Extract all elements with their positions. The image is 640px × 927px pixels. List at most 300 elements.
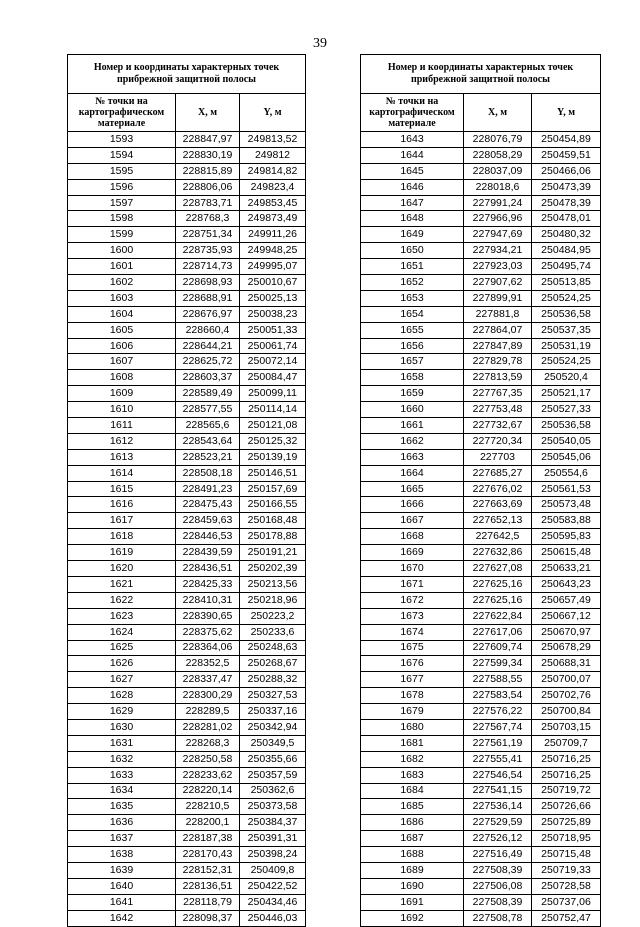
cell-y: 250554,6 — [532, 465, 601, 481]
cell-y: 250125,32 — [240, 433, 306, 449]
cell-x: 227899,91 — [464, 290, 532, 306]
cell-x: 227642,5 — [464, 529, 532, 545]
cell-x: 227583,54 — [464, 688, 532, 704]
cell-y: 250752,47 — [532, 910, 601, 926]
cell-point-number: 1637 — [68, 831, 176, 847]
cell-point-number: 1648 — [361, 211, 464, 227]
table-row — [68, 211, 306, 227]
cell-x: 227529,59 — [464, 815, 532, 831]
cell-x: 228220,14 — [176, 783, 240, 799]
table-title: Номер и координаты характерных точек прибрежной защитной полосы — [68, 55, 306, 94]
cell-x: 228577,55 — [176, 402, 240, 418]
table-row — [68, 656, 306, 672]
cell-y: 250357,59 — [240, 767, 306, 783]
cell-x: 227864,07 — [464, 322, 532, 338]
cell-x: 227555,41 — [464, 751, 532, 767]
table-row — [68, 433, 306, 449]
table-row — [361, 783, 601, 799]
table-row — [68, 418, 306, 434]
table-row — [361, 878, 601, 894]
table-row — [68, 878, 306, 894]
cell-point-number: 1609 — [68, 386, 176, 402]
table-row — [361, 147, 601, 163]
cell-x: 228375,62 — [176, 624, 240, 640]
table-row — [68, 179, 306, 195]
cell-point-number: 1619 — [68, 545, 176, 561]
cell-y: 250446,03 — [240, 910, 306, 926]
cell-x: 228118,79 — [176, 894, 240, 910]
table-row — [68, 163, 306, 179]
cell-x: 227599,34 — [464, 656, 532, 672]
cell-point-number: 1635 — [68, 799, 176, 815]
cell-y: 250454,89 — [532, 132, 601, 148]
cell-point-number: 1645 — [361, 163, 464, 179]
cell-point-number: 1678 — [361, 688, 464, 704]
cell-point-number: 1644 — [361, 147, 464, 163]
cell-x: 228847,97 — [176, 132, 240, 148]
table-row — [361, 465, 601, 481]
cell-y: 250524,25 — [532, 290, 601, 306]
table-row — [361, 847, 601, 863]
cell-y: 250737,06 — [532, 894, 601, 910]
cell-x: 228815,89 — [176, 163, 240, 179]
cell-y: 250478,39 — [532, 195, 601, 211]
cell-y: 250718,95 — [532, 831, 601, 847]
table-row — [361, 815, 601, 831]
cell-y: 250166,55 — [240, 497, 306, 513]
cell-x: 228436,51 — [176, 561, 240, 577]
table-row — [68, 338, 306, 354]
cell-x: 227703 — [464, 449, 532, 465]
cell-y: 250484,95 — [532, 243, 601, 259]
table-row — [361, 688, 601, 704]
cell-y: 250409,8 — [240, 862, 306, 878]
cell-y: 250709,7 — [532, 735, 601, 751]
table-row — [361, 767, 601, 783]
cell-y: 250520,4 — [532, 370, 601, 386]
cell-x: 228425,33 — [176, 576, 240, 592]
cell-point-number: 1596 — [68, 179, 176, 195]
cell-point-number: 1602 — [68, 275, 176, 291]
table-row — [68, 783, 306, 799]
cell-point-number: 1682 — [361, 751, 464, 767]
cell-x: 227541,15 — [464, 783, 532, 799]
cell-point-number: 1640 — [68, 878, 176, 894]
cell-y: 249812 — [240, 147, 306, 163]
cell-point-number: 1617 — [68, 513, 176, 529]
table-row — [68, 751, 306, 767]
cell-x: 228281,02 — [176, 719, 240, 735]
table-row — [68, 624, 306, 640]
cell-point-number: 1671 — [361, 576, 464, 592]
cell-x: 227506,08 — [464, 878, 532, 894]
cell-y: 250218,96 — [240, 592, 306, 608]
cell-x: 227720,34 — [464, 433, 532, 449]
table-row — [361, 608, 601, 624]
cell-point-number: 1613 — [68, 449, 176, 465]
cell-point-number: 1655 — [361, 322, 464, 338]
cell-x: 227923,03 — [464, 259, 532, 275]
cell-point-number: 1620 — [68, 561, 176, 577]
cell-y: 250716,25 — [532, 767, 601, 783]
cell-y: 250700,07 — [532, 672, 601, 688]
cell-y: 250248,63 — [240, 640, 306, 656]
cell-y: 249873,49 — [240, 211, 306, 227]
table-row — [361, 656, 601, 672]
cell-x: 227632,86 — [464, 545, 532, 561]
cell-x: 228250,58 — [176, 751, 240, 767]
table-row — [68, 354, 306, 370]
cell-point-number: 1650 — [361, 243, 464, 259]
cell-point-number: 1616 — [68, 497, 176, 513]
table-row — [68, 275, 306, 291]
column-header-point-number: № точки на картографическом материале — [68, 94, 176, 132]
cell-x: 228508,18 — [176, 465, 240, 481]
table-row — [361, 179, 601, 195]
cell-point-number: 1606 — [68, 338, 176, 354]
cell-point-number: 1691 — [361, 894, 464, 910]
table-row — [68, 767, 306, 783]
cell-point-number: 1647 — [361, 195, 464, 211]
cell-point-number: 1687 — [361, 831, 464, 847]
cell-point-number: 1618 — [68, 529, 176, 545]
cell-x: 228170,43 — [176, 847, 240, 863]
table-row — [361, 211, 601, 227]
cell-y: 250536,58 — [532, 418, 601, 434]
cell-point-number: 1626 — [68, 656, 176, 672]
cell-point-number: 1611 — [68, 418, 176, 434]
cell-x: 227934,21 — [464, 243, 532, 259]
cell-y: 250513,85 — [532, 275, 601, 291]
cell-y: 249948,25 — [240, 243, 306, 259]
cell-x: 228136,51 — [176, 878, 240, 894]
cell-point-number: 1676 — [361, 656, 464, 672]
cell-y: 250657,49 — [532, 592, 601, 608]
table-row — [68, 132, 306, 148]
table-row — [361, 592, 601, 608]
cell-y: 250233,6 — [240, 624, 306, 640]
cell-y: 250583,88 — [532, 513, 601, 529]
table-row — [361, 290, 601, 306]
cell-x: 228337,47 — [176, 672, 240, 688]
cell-y: 250391,31 — [240, 831, 306, 847]
cell-y: 250178,88 — [240, 529, 306, 545]
cell-x: 228152,31 — [176, 862, 240, 878]
table-row — [361, 561, 601, 577]
cell-x: 228439,59 — [176, 545, 240, 561]
cell-y: 250716,25 — [532, 751, 601, 767]
cell-x: 228660,4 — [176, 322, 240, 338]
table-row — [361, 862, 601, 878]
cell-point-number: 1684 — [361, 783, 464, 799]
cell-x: 228830,19 — [176, 147, 240, 163]
table-row — [68, 561, 306, 577]
cell-x: 228676,97 — [176, 306, 240, 322]
table-row — [68, 545, 306, 561]
cell-x: 228768,3 — [176, 211, 240, 227]
cell-y: 250561,53 — [532, 481, 601, 497]
cell-point-number: 1660 — [361, 402, 464, 418]
cell-point-number: 1667 — [361, 513, 464, 529]
cell-y: 250362,6 — [240, 783, 306, 799]
cell-point-number: 1621 — [68, 576, 176, 592]
cell-y: 250678,29 — [532, 640, 601, 656]
table-row — [361, 719, 601, 735]
table-row — [68, 688, 306, 704]
table-row — [361, 163, 601, 179]
cell-point-number: 1641 — [68, 894, 176, 910]
cell-point-number: 1598 — [68, 211, 176, 227]
cell-y: 250521,17 — [532, 386, 601, 402]
table-row — [361, 370, 601, 386]
cell-point-number: 1679 — [361, 704, 464, 720]
cell-x: 228446,53 — [176, 529, 240, 545]
cell-y: 249911,26 — [240, 227, 306, 243]
cell-x: 227546,54 — [464, 767, 532, 783]
cell-x: 227508,39 — [464, 894, 532, 910]
cell-point-number: 1683 — [361, 767, 464, 783]
table-row — [361, 576, 601, 592]
cell-y: 250398,24 — [240, 847, 306, 863]
cell-x: 227625,16 — [464, 576, 532, 592]
cell-x: 227588,55 — [464, 672, 532, 688]
cell-y: 250524,25 — [532, 354, 601, 370]
cell-y: 250025,13 — [240, 290, 306, 306]
cell-x: 228806,06 — [176, 179, 240, 195]
cell-x: 228783,71 — [176, 195, 240, 211]
cell-y: 250114,14 — [240, 402, 306, 418]
cell-x: 228037,09 — [464, 163, 532, 179]
table-row — [361, 799, 601, 815]
table-body — [361, 132, 601, 927]
table-row — [68, 259, 306, 275]
coordinates-table-right — [360, 54, 601, 927]
cell-y: 250355,66 — [240, 751, 306, 767]
cell-y: 250038,23 — [240, 306, 306, 322]
table-row — [68, 147, 306, 163]
cell-point-number: 1664 — [361, 465, 464, 481]
table-row — [361, 545, 601, 561]
table-row — [361, 910, 601, 926]
cell-x: 228751,34 — [176, 227, 240, 243]
table-row — [68, 465, 306, 481]
cell-x: 227609,74 — [464, 640, 532, 656]
table-row — [68, 306, 306, 322]
cell-x: 227813,59 — [464, 370, 532, 386]
cell-y: 250537,35 — [532, 322, 601, 338]
table-row — [361, 704, 601, 720]
cell-y: 250384,37 — [240, 815, 306, 831]
cell-x: 227536,14 — [464, 799, 532, 815]
cell-point-number: 1638 — [68, 847, 176, 863]
cell-point-number: 1663 — [361, 449, 464, 465]
cell-x: 227561,19 — [464, 735, 532, 751]
cell-point-number: 1627 — [68, 672, 176, 688]
cell-y: 250459,51 — [532, 147, 601, 163]
cell-x: 227829,78 — [464, 354, 532, 370]
cell-x: 228352,5 — [176, 656, 240, 672]
cell-y: 250051,33 — [240, 322, 306, 338]
cell-y: 249995,07 — [240, 259, 306, 275]
cell-y: 250643,23 — [532, 576, 601, 592]
table-row — [361, 259, 601, 275]
cell-point-number: 1692 — [361, 910, 464, 926]
cell-y: 250688,31 — [532, 656, 601, 672]
table-row — [68, 243, 306, 259]
table-row — [68, 862, 306, 878]
table-row — [68, 529, 306, 545]
cell-point-number: 1680 — [361, 719, 464, 735]
cell-x: 228364,06 — [176, 640, 240, 656]
cell-point-number: 1674 — [361, 624, 464, 640]
cell-point-number: 1599 — [68, 227, 176, 243]
cell-y: 250223,2 — [240, 608, 306, 624]
cell-point-number: 1630 — [68, 719, 176, 735]
cell-y: 250703,15 — [532, 719, 601, 735]
cell-y: 250531,19 — [532, 338, 601, 354]
table-row — [361, 497, 601, 513]
cell-y: 250121,08 — [240, 418, 306, 434]
table-row — [68, 719, 306, 735]
cell-y: 250422,52 — [240, 878, 306, 894]
table-row — [361, 275, 601, 291]
cell-y: 250480,32 — [532, 227, 601, 243]
cell-x: 227576,22 — [464, 704, 532, 720]
cell-x: 227907,62 — [464, 275, 532, 291]
table-row — [68, 592, 306, 608]
cell-y: 250373,58 — [240, 799, 306, 815]
cell-point-number: 1597 — [68, 195, 176, 211]
cell-y: 250573,48 — [532, 497, 601, 513]
cell-point-number: 1595 — [68, 163, 176, 179]
cell-point-number: 1603 — [68, 290, 176, 306]
cell-point-number: 1666 — [361, 497, 464, 513]
table-row — [68, 370, 306, 386]
table-row — [361, 418, 601, 434]
cell-point-number: 1656 — [361, 338, 464, 354]
cell-y: 250725,89 — [532, 815, 601, 831]
table-row — [68, 672, 306, 688]
cell-point-number: 1612 — [68, 433, 176, 449]
cell-y: 250540,05 — [532, 433, 601, 449]
coordinates-table-left — [67, 54, 306, 927]
cell-y: 250726,66 — [532, 799, 601, 815]
cell-point-number: 1624 — [68, 624, 176, 640]
cell-point-number: 1688 — [361, 847, 464, 863]
cell-point-number: 1689 — [361, 862, 464, 878]
cell-x: 228187,38 — [176, 831, 240, 847]
cell-y: 250466,06 — [532, 163, 601, 179]
cell-point-number: 1615 — [68, 481, 176, 497]
cell-point-number: 1654 — [361, 306, 464, 322]
cell-x: 228200,1 — [176, 815, 240, 831]
cell-x: 227663,69 — [464, 497, 532, 513]
cell-y: 250084,47 — [240, 370, 306, 386]
cell-x: 228076,79 — [464, 132, 532, 148]
table-row — [68, 815, 306, 831]
cell-y: 250268,67 — [240, 656, 306, 672]
table-row — [361, 624, 601, 640]
cell-point-number: 1608 — [68, 370, 176, 386]
table-row — [68, 322, 306, 338]
table-row — [361, 227, 601, 243]
table-row — [68, 704, 306, 720]
cell-x: 227991,24 — [464, 195, 532, 211]
table-row — [68, 513, 306, 529]
cell-y: 250342,94 — [240, 719, 306, 735]
cell-x: 227753,48 — [464, 402, 532, 418]
table-row — [68, 910, 306, 926]
cell-x: 228565,6 — [176, 418, 240, 434]
cell-x: 227732,67 — [464, 418, 532, 434]
cell-point-number: 1605 — [68, 322, 176, 338]
table-row — [68, 402, 306, 418]
table-row — [68, 608, 306, 624]
table-row — [361, 306, 601, 322]
cell-point-number: 1669 — [361, 545, 464, 561]
cell-x: 227567,74 — [464, 719, 532, 735]
cell-x: 227526,12 — [464, 831, 532, 847]
table-row — [68, 735, 306, 751]
cell-x: 228233,62 — [176, 767, 240, 783]
table-row — [361, 386, 601, 402]
cell-y: 250478,01 — [532, 211, 601, 227]
cell-y: 250327,53 — [240, 688, 306, 704]
cell-y: 250213,56 — [240, 576, 306, 592]
cell-x: 227622,84 — [464, 608, 532, 624]
cell-y: 250670,97 — [532, 624, 601, 640]
cell-x: 228491,23 — [176, 481, 240, 497]
table-row — [68, 831, 306, 847]
table-row — [361, 449, 601, 465]
table-row — [68, 290, 306, 306]
cell-x: 228390,65 — [176, 608, 240, 624]
cell-x: 228098,37 — [176, 910, 240, 926]
table-row — [68, 847, 306, 863]
cell-y: 250168,48 — [240, 513, 306, 529]
table-row — [361, 338, 601, 354]
cell-x: 227617,06 — [464, 624, 532, 640]
cell-point-number: 1600 — [68, 243, 176, 259]
table-title: Номер и координаты характерных точек прибрежной защитной полосы — [361, 55, 601, 94]
cell-point-number: 1686 — [361, 815, 464, 831]
cell-x: 227881,8 — [464, 306, 532, 322]
cell-x: 228289,5 — [176, 704, 240, 720]
cell-y: 250700,84 — [532, 704, 601, 720]
table-row — [68, 386, 306, 402]
cell-point-number: 1636 — [68, 815, 176, 831]
cell-point-number: 1634 — [68, 783, 176, 799]
cell-x: 228018,6 — [464, 179, 532, 195]
cell-x: 228523,21 — [176, 449, 240, 465]
cell-point-number: 1610 — [68, 402, 176, 418]
cell-y: 249823,4 — [240, 179, 306, 195]
cell-y: 250719,72 — [532, 783, 601, 799]
cell-point-number: 1631 — [68, 735, 176, 751]
table-row — [361, 243, 601, 259]
cell-y: 249814,82 — [240, 163, 306, 179]
cell-y: 249853,45 — [240, 195, 306, 211]
page-number: 39 — [313, 36, 327, 51]
table-row — [361, 132, 601, 148]
column-header-point-number: № точки на картографическом материале — [361, 94, 464, 132]
cell-y: 250702,76 — [532, 688, 601, 704]
table-row — [361, 529, 601, 545]
cell-point-number: 1607 — [68, 354, 176, 370]
cell-point-number: 1646 — [361, 179, 464, 195]
cell-point-number: 1685 — [361, 799, 464, 815]
cell-point-number: 1665 — [361, 481, 464, 497]
